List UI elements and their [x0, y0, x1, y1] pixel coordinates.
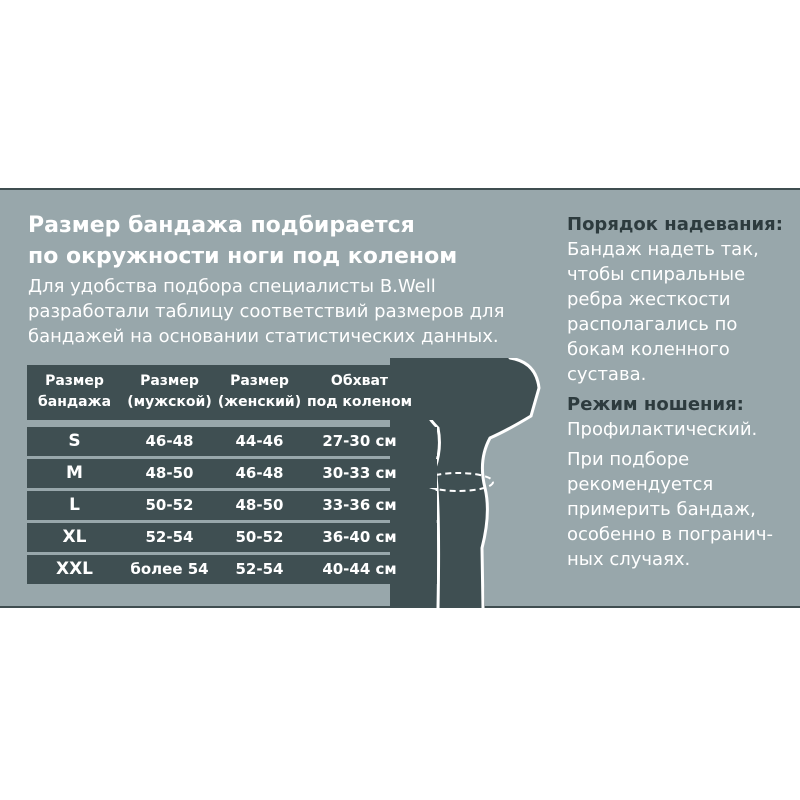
intro-line-1: Для удобства подбора специалисты B.Well: [28, 276, 436, 297]
header-girth: Обхват под коленом: [306, 373, 413, 410]
header-female-size: Размер (женский): [217, 373, 302, 410]
cell-band-size: L: [69, 495, 80, 515]
cell-band-size: XL: [62, 527, 87, 547]
cell-female-size: 44-46: [235, 432, 284, 450]
table-row: [27, 427, 437, 456]
table-header: [27, 365, 437, 420]
table-row: [27, 491, 437, 520]
header-band-size: Размер бандажа: [37, 373, 112, 410]
cell-male-size: более 54: [130, 560, 209, 578]
intro-line-3: бандажей на основании статистических данных.: [28, 326, 499, 347]
table-row: [27, 523, 437, 552]
cell-female-size: 52-54: [235, 560, 284, 578]
mode-heading: Режим ношения:: [567, 394, 744, 415]
order-heading: Порядок надевания:: [567, 214, 783, 235]
cell-male-size: 52-54: [145, 528, 194, 546]
cell-band-size: S: [68, 431, 81, 451]
header-male-size: Размер (мужской): [127, 373, 212, 410]
cell-band-size: XXL: [55, 559, 94, 579]
advice-text: При подборе рекомендуется примерить бандаж, особенно в погранич- ных случаях.: [567, 449, 773, 570]
cell-girth: 27-30 см: [322, 432, 397, 450]
size-guide-panel: [0, 188, 800, 608]
title-line-2: по окружности ноги под коленом: [28, 244, 458, 269]
cell-girth: 30-33 см: [322, 464, 397, 482]
cell-male-size: 46-48: [145, 432, 194, 450]
title-line-1: Размер бандажа подбирается: [28, 213, 415, 238]
intro-text: [28, 274, 548, 349]
intro-line-2: разработали таблицу соответствий размеров для: [28, 301, 505, 322]
panel-title: [28, 210, 548, 272]
cell-band-size: M: [66, 463, 83, 483]
table-row: [27, 555, 437, 584]
cell-girth: 36-40 см: [322, 528, 397, 546]
cell-male-size: 48-50: [145, 464, 194, 482]
table-row: [27, 459, 437, 488]
cell-girth: 33-36 см: [322, 496, 397, 514]
cell-girth: 40-44 см: [322, 560, 397, 578]
cell-male-size: 50-52: [145, 496, 194, 514]
cell-female-size: 48-50: [235, 496, 284, 514]
cell-female-size: 50-52: [235, 528, 284, 546]
cell-female-size: 46-48: [235, 464, 284, 482]
instructions-column: [567, 212, 792, 572]
mode-text: Профилактический.: [567, 419, 758, 440]
order-text: Бандаж надеть так, чтобы спиральные ребра жесткости располагались по бокам коленного сустава.: [567, 239, 759, 385]
